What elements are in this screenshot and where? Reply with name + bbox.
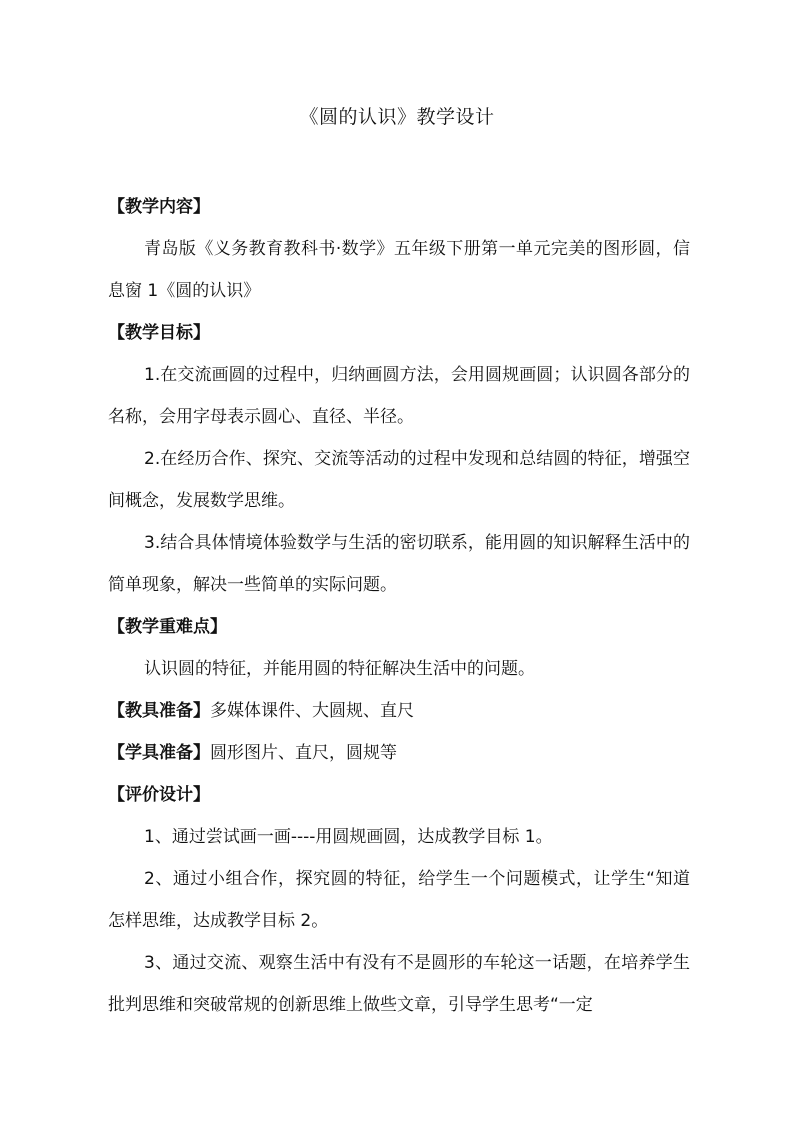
- goal-item: 2.在经历合作、探究、交流等活动的过程中发现和总结圆的特征，增强空间概念，发展数学思维。: [108, 449, 690, 511]
- student-tools-line: [108, 732, 690, 774]
- document-title: 《圆的认识》教学设计: [299, 106, 495, 128]
- goal-item: 3.结合具体情境体验数学与生活的密切联系，能用圆的知识解释生活中的简单现象，解决一些简单的实际问题。: [108, 533, 690, 595]
- section-heading-goals: 【教学目标】: [108, 323, 210, 343]
- student-tools-value: 圆形图片、直尺，圆规等: [210, 743, 397, 763]
- evaluation-item: 2、通过小组合作，探究圆的特征，给学生一个问题模式，让学生“知道怎样思维，达成教学目标 2。: [108, 869, 690, 931]
- section-heading-teacher-tools: 【教具准备】: [108, 701, 210, 721]
- content-paragraph: 青岛版《义务教育教科书·数学》五年级下册第一单元完美的图形圆，信息窗 1《圆的认识》: [108, 239, 690, 301]
- evaluation-item: 1、通过尝试画一画----用圆规画圆，达成教学目标 1。: [144, 827, 553, 847]
- key-points-paragraph: 认识圆的特征，并能用圆的特征解决生活中的问题。: [144, 659, 535, 679]
- teacher-tools-line: [108, 690, 690, 732]
- section-heading-evaluation: 【评价设计】: [108, 785, 210, 805]
- section-heading-student-tools: 【学具准备】: [108, 743, 210, 763]
- section-heading-key-points: 【教学重难点】: [108, 617, 227, 637]
- goal-item: 1.在交流画圆的过程中，归纳画圆方法，会用圆规画圆；认识圆各部分的名称，会用字母表示圆心、直径、半径。: [108, 365, 690, 427]
- teacher-tools-value: 多媒体课件、大圆规、直尺: [210, 701, 414, 721]
- evaluation-item: 3、通过交流、观察生活中有没有不是圆形的车轮这一话题，在培养学生批判思维和突破常规的创新思维上做些文章，引导学生思考“一定: [108, 953, 690, 1015]
- section-heading-content: 【教学内容】: [108, 197, 210, 217]
- document-body: [108, 186, 690, 1026]
